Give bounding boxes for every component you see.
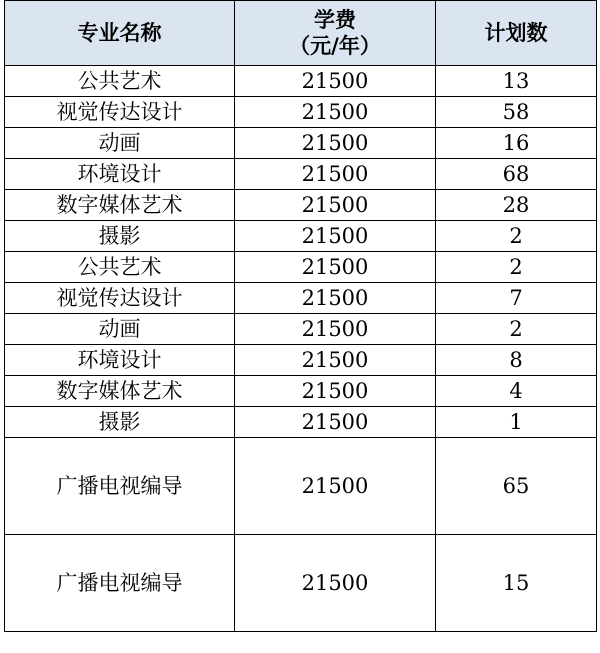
- cell-major: 广播电视编导: [5, 438, 235, 535]
- cell-fee: 21500: [235, 283, 436, 314]
- enrollment-table: [4, 0, 597, 632]
- cell-major: 广播电视编导: [5, 535, 235, 632]
- table-header: [5, 1, 597, 66]
- table-row: [5, 407, 597, 438]
- cell-fee: 21500: [235, 252, 436, 283]
- cell-plan: 16: [436, 128, 597, 159]
- cell-major: 数字媒体艺术: [5, 376, 235, 407]
- table-row: [5, 159, 597, 190]
- cell-fee: 21500: [235, 438, 436, 535]
- cell-fee: 21500: [235, 66, 436, 97]
- cell-plan: 13: [436, 66, 597, 97]
- cell-major: 视觉传达设计: [5, 97, 235, 128]
- cell-plan: 68: [436, 159, 597, 190]
- cell-plan: 1: [436, 407, 597, 438]
- table-row: [5, 535, 597, 632]
- cell-plan: 65: [436, 438, 597, 535]
- table-body: [5, 66, 597, 632]
- header-fee: [235, 1, 436, 66]
- header-fee-unit: （元/年）: [289, 34, 381, 58]
- cell-major: 公共艺术: [5, 66, 235, 97]
- cell-major: 视觉传达设计: [5, 283, 235, 314]
- cell-plan: 15: [436, 535, 597, 632]
- header-row: [5, 1, 597, 66]
- cell-fee: 21500: [235, 221, 436, 252]
- cell-fee: 21500: [235, 535, 436, 632]
- cell-fee: 21500: [235, 97, 436, 128]
- table-row: [5, 438, 597, 535]
- header-plan: 计划数: [436, 1, 597, 66]
- cell-major: 动画: [5, 314, 235, 345]
- table-row: [5, 283, 597, 314]
- table-row: [5, 314, 597, 345]
- table-row: [5, 221, 597, 252]
- cell-fee: 21500: [235, 407, 436, 438]
- cell-fee: 21500: [235, 190, 436, 221]
- table-row: [5, 252, 597, 283]
- table-row: [5, 97, 597, 128]
- cell-major: 数字媒体艺术: [5, 190, 235, 221]
- cell-major: 环境设计: [5, 345, 235, 376]
- cell-major: 公共艺术: [5, 252, 235, 283]
- cell-fee: 21500: [235, 345, 436, 376]
- header-fee-title: 学费: [314, 8, 356, 32]
- cell-fee: 21500: [235, 128, 436, 159]
- cell-plan: 7: [436, 283, 597, 314]
- cell-plan: 2: [436, 252, 597, 283]
- header-major: 专业名称: [5, 1, 235, 66]
- cell-fee: 21500: [235, 376, 436, 407]
- enrollment-table-container: [4, 0, 596, 650]
- cell-fee: 21500: [235, 314, 436, 345]
- cell-plan: 8: [436, 345, 597, 376]
- table-row: [5, 190, 597, 221]
- table-row: [5, 128, 597, 159]
- cell-plan: 4: [436, 376, 597, 407]
- table-row: [5, 376, 597, 407]
- cell-plan: 28: [436, 190, 597, 221]
- table-row: [5, 66, 597, 97]
- cell-plan: 2: [436, 314, 597, 345]
- cell-plan: 58: [436, 97, 597, 128]
- cell-major: 环境设计: [5, 159, 235, 190]
- cell-plan: 2: [436, 221, 597, 252]
- table-row: [5, 345, 597, 376]
- cell-major: 摄影: [5, 407, 235, 438]
- cell-major: 摄影: [5, 221, 235, 252]
- cell-major: 动画: [5, 128, 235, 159]
- cell-fee: 21500: [235, 159, 436, 190]
